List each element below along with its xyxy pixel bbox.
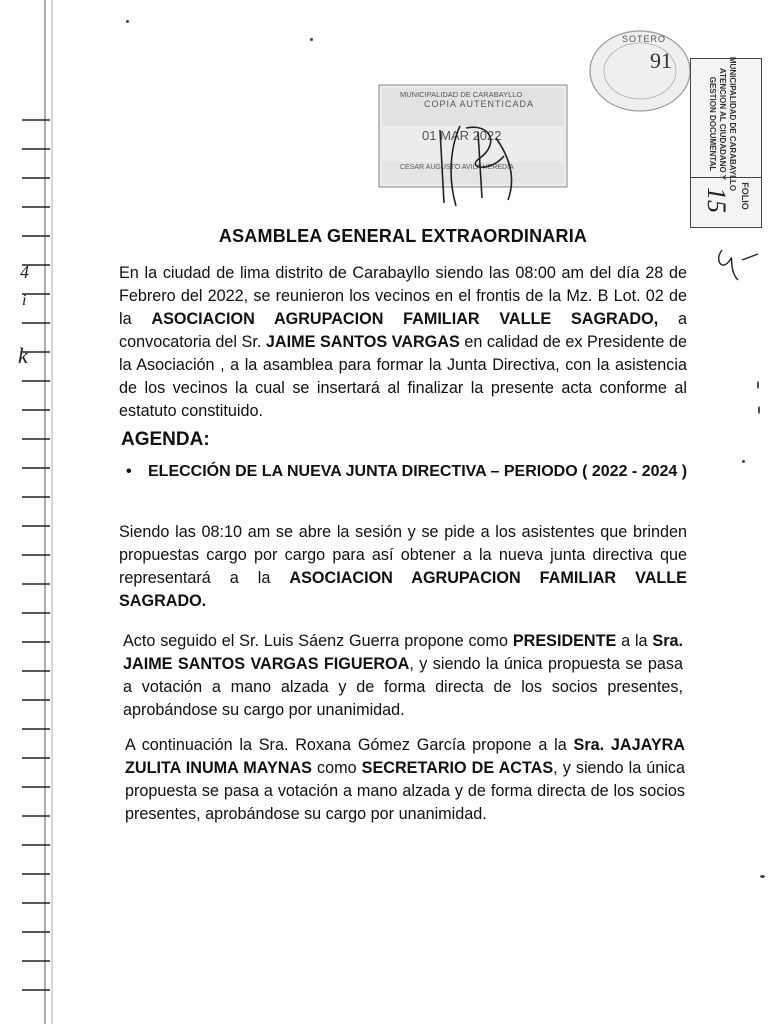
margin-mark-1: 4 <box>20 262 29 282</box>
folio-number: 15 <box>702 187 731 213</box>
stamp-date: 01 MAR 2022 <box>422 128 502 143</box>
round-seal-text: SOTERO <box>622 34 667 44</box>
folio-line-3: GESTION DOCUMENTAL <box>708 76 717 172</box>
secretary-paragraph: A continuación la Sra. Roxana Gómez García propone a la Sra. JAJAYRA ZULITA INUMA MAYNAS como SECRETARIO DE ACTAS, y siendo la única propuesta se pasa a votación a mano alzada y de forma directa de los socios presentes, aprobándose su cargo por unanimidad. <box>125 736 685 823</box>
folio-stamp <box>690 58 762 228</box>
agenda-list-item: • ELECCIÓN DE LA NUEVA JUNTA DIRECTIVA – PERIODO ( 2022 - 2024 ) <box>126 460 691 484</box>
page-number: 91 <box>650 48 672 73</box>
agenda-heading: AGENDA: <box>121 429 210 450</box>
handwritten-mark <box>712 230 762 290</box>
scan-speck <box>126 20 129 23</box>
bullet-icon: • <box>126 463 132 480</box>
signature <box>420 118 530 208</box>
stamp-signer-name: CESAR AUGUSTO AVILA HEREDIA <box>400 164 514 171</box>
folio-line-1: MUNICIPALIDAD DE CARABAYLLO <box>728 56 737 192</box>
document-title: ASAMBLEA GENERAL EXTRAORDINARIA <box>218 226 588 246</box>
scan-speck <box>758 406 760 414</box>
stamp-line-1: MUNICIPALIDAD DE CARABAYLLO <box>400 90 523 99</box>
president-paragraph: Acto seguido el Sr. Luis Sáenz Guerra propone como PRESIDENTE a la Sra. JAIME SANTOS VARGAS FIGUEROA, y siendo la única propuesta se pasa a votación a mano alzada y de forma directa de los socios presentes, aprobándose su cargo por unanimidad. <box>123 632 683 719</box>
scan-speck <box>757 381 759 389</box>
margin-mark-2: i <box>22 292 27 309</box>
folio-label: FOLIO <box>739 182 750 210</box>
binding-margin-ruler <box>0 0 60 1024</box>
scan-speck <box>310 38 313 41</box>
intro-paragraph: En la ciudad de lima distrito de Carabayllo siendo las 08:00 am del día 28 de Febrero del 2022, se reunieron los vecinos en el frontis de la Mz. B Lot. 02 de la ASOCIACION AGRUPACION FAMILIAR VALLE SAGRADO, a convocatoria del Sr. JAIME SANTOS VARGAS en calidad de ex Presidente de la Asociación , a la asamblea para formar la Junta Directiva, con la asistencia de los vecinos la cual se insertará al finalizar la presente acta conforme al estatuto constituido. <box>119 264 687 420</box>
stamp-line-2: COPIA AUTENTICADA <box>424 99 535 109</box>
folio-line-2: ATENCION AL CIUDADANO Y <box>718 67 727 181</box>
scan-speck <box>760 875 765 878</box>
scan-speck <box>742 460 745 463</box>
session-paragraph: Siendo las 08:10 am se abre la sesión y se pide a los asistentes que brinden propuestas cargo por cargo para así obtener a la nueva junta directiva que representará a la ASOCIACION AGRUPACION FAMILIAR VALLE SAGRADO. <box>119 523 687 610</box>
margin-mark-3: k <box>18 343 28 368</box>
